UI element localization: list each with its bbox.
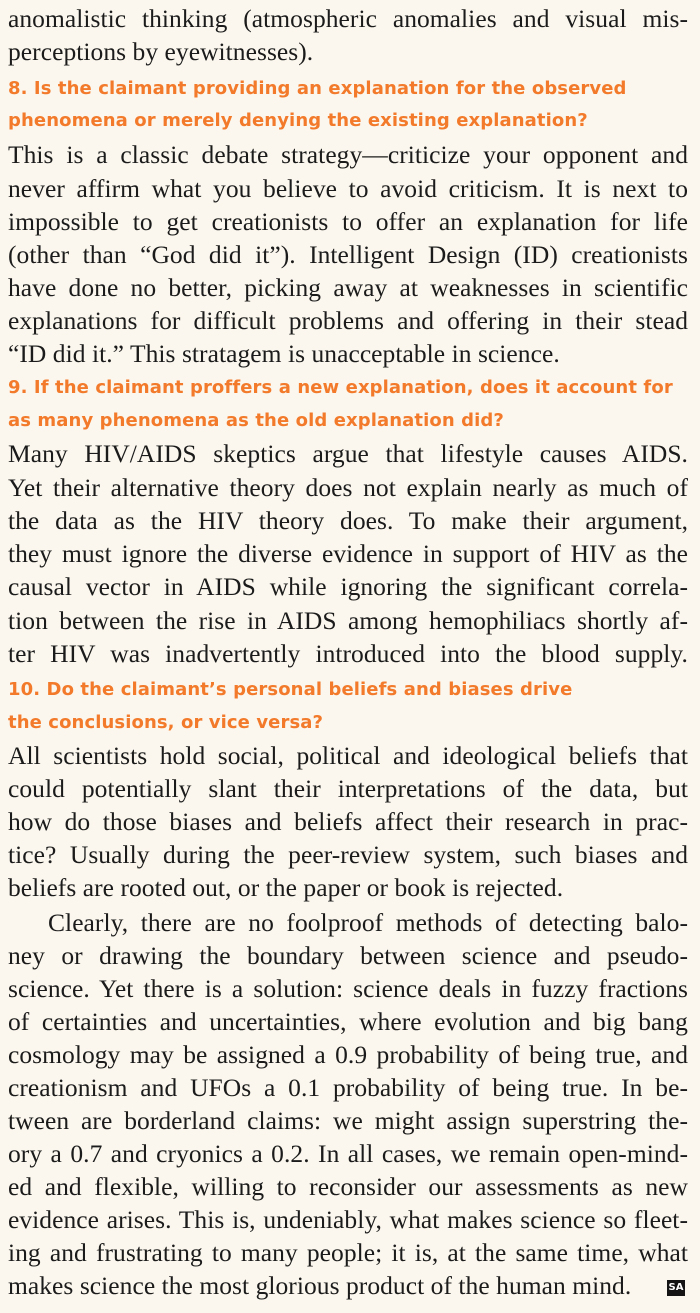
conclusion-line: evidence arises. This is, undeniably, what makes science so fleet- (8, 1205, 688, 1234)
conclusion-line: tween are borderland claims: we might assign superstring the- (8, 1106, 688, 1135)
item-8-body-line: (other than “God did it”). Intelligent Design (ID) creationists (8, 240, 688, 269)
conclusion-line: ney or drawing the boundary between science and pseudo- (8, 941, 688, 970)
conclusion-line: ory a 0.7 and cryonics a 0.2. In all cases, we remain open-mind- (8, 1139, 688, 1168)
item-10-body-line: how do those biases and beliefs affect their research in prac- (8, 807, 688, 836)
conclusion-line: of certainties and uncertainties, where evolution and big bang (8, 1007, 688, 1036)
item-10-heading: the conclusions, or vice versa? (8, 712, 324, 733)
item-9-heading: as many phenomena as the old explanation did? (8, 410, 504, 431)
conclusion-line: creationism and UFOs a 0.1 probability of being true. In be- (8, 1073, 688, 1102)
item-10-body-line: All scientists hold social, political and ideological beliefs that (8, 741, 688, 770)
item-10-body-line: beliefs are rooted out, or the paper or book is rejected. (8, 873, 564, 902)
item-10-body-line: tice? Usually during the peer-review system, such biases and (8, 840, 688, 869)
item-8-body-line: have done no better, picking away at weaknesses in scientific (8, 273, 688, 302)
item-9-body-line: ter HIV was inadvertently introduced into the blood supply. (8, 639, 688, 668)
conclusion-line: Clearly, there are no foolproof methods of detecting balo- (48, 908, 688, 937)
item-8-body-line: impossible to get creationists to offer an explanation for life (8, 207, 688, 236)
conclusion-line: makes science the most glorious product of the human mind. (8, 1271, 632, 1300)
conclusion-line: science. Yet there is a solution: science deals in fuzzy fractions (8, 974, 688, 1003)
item-9-body-line: Yet their alternative theory does not explain nearly as much of (8, 473, 688, 502)
item-9-body-line: they must ignore the diverse evidence in support of HIV as the (8, 539, 688, 568)
sa-end-mark-icon: SA (667, 1280, 685, 1296)
item-9-body-line: the data as the HIV theory does. To make their argument, (8, 506, 688, 535)
item-10-heading: 10. Do the claimant’s personal beliefs and biases drive (8, 679, 573, 700)
item-8-body-line: This is a classic debate strategy—criticize your opponent and (8, 140, 688, 169)
item-8-heading: 8. Is the claimant providing an explanation for the observed (8, 78, 627, 99)
intro-line: anomalistic thinking (atmospheric anomalies and visual mis- (8, 4, 688, 33)
item-9-body-line: causal vector in AIDS while ignoring the significant correla- (8, 572, 688, 601)
item-10-body-line: could potentially slant their interpretations of the data, but (8, 774, 688, 803)
item-9-body-line: Many HIV/AIDS skeptics argue that lifestyle causes AIDS. (8, 439, 688, 468)
intro-line: perceptions by eyewitnesses). (8, 37, 314, 66)
item-8-body-line: explanations for difficult problems and offering in their stead (8, 306, 688, 335)
conclusion-line: ed and flexible, willing to reconsider our assessments as new (8, 1172, 688, 1201)
item-8-heading: phenomena or merely denying the existing explanation? (8, 110, 588, 131)
conclusion-line: ing and frustrating to many people; it is, at the same time, what (8, 1238, 688, 1267)
item-9-heading: 9. If the claimant proffers a new explanation, does it account for (8, 377, 673, 398)
item-8-body-line: “ID did it.” This stratagem is unacceptable in science. (8, 339, 560, 368)
conclusion-line: cosmology may be assigned a 0.9 probability of being true, and (8, 1040, 688, 1069)
item-9-body-line: tion between the rise in AIDS among hemophiliacs shortly af- (8, 606, 688, 635)
item-8-body-line: never affirm what you believe to avoid criticism. It is next to (8, 174, 688, 203)
